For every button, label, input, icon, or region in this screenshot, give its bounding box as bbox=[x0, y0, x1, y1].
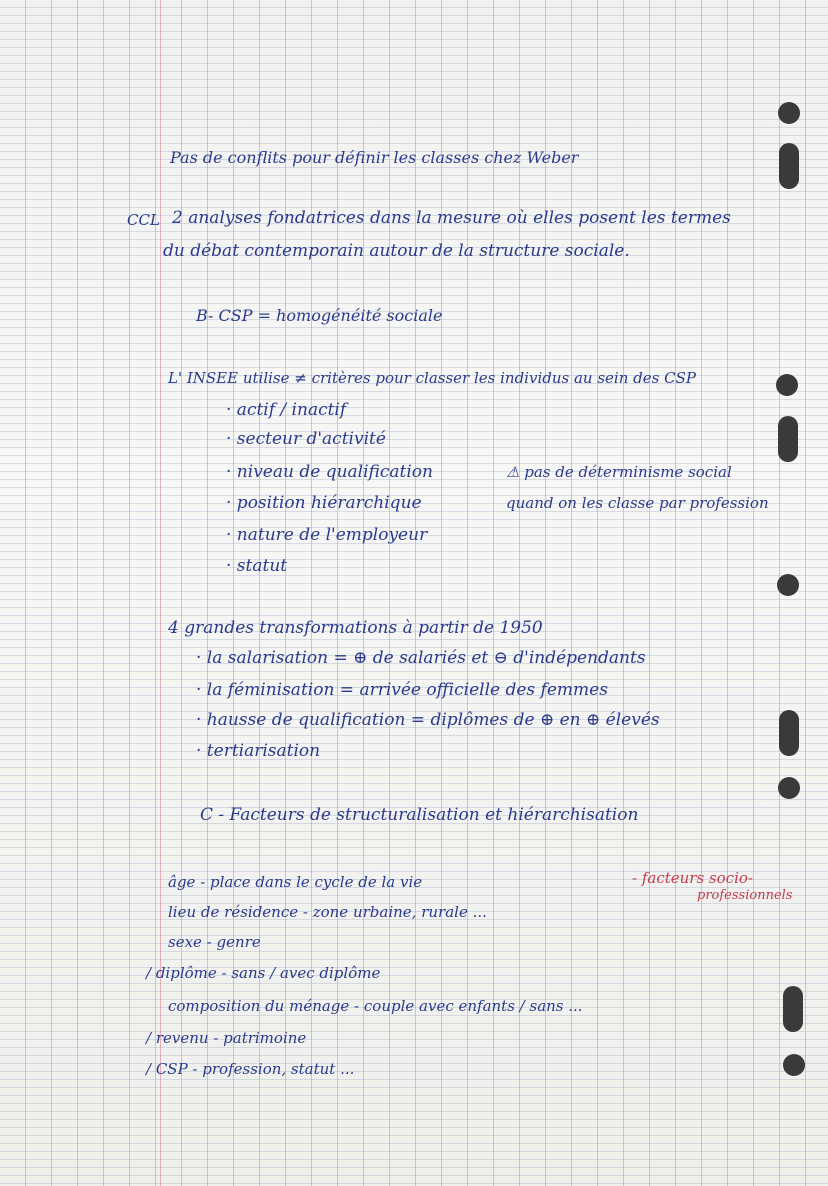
factor-item: sexe - genre bbox=[168, 933, 261, 951]
factor-item: âge - place dans le cycle de la vie bbox=[168, 873, 423, 891]
conclusion-line-1: 2 analyses fondatrices dans la mesure où elles posent les termes bbox=[172, 208, 731, 228]
binder-slot bbox=[778, 416, 798, 462]
binder-slot bbox=[779, 710, 799, 756]
binder-hole bbox=[778, 102, 800, 124]
warning-note-1: ⚠ pas de déterminisme social bbox=[506, 463, 732, 481]
transformations-heading: 4 grandes transformations à partir de 1950 bbox=[168, 618, 543, 638]
insee-line: L' INSEE utilise ≠ critères pour classer les individus au sein des CSP bbox=[168, 369, 696, 387]
binder-hole bbox=[778, 777, 800, 799]
section-b-heading: B- CSP = homogénéité sociale bbox=[196, 306, 443, 325]
factor-item: composition du ménage - couple avec enfants / sans ... bbox=[168, 997, 583, 1015]
side-note-1: - facteurs socio- bbox=[632, 869, 753, 887]
criteria-item: · secteur d'activité bbox=[226, 429, 386, 449]
factor-item: / CSP - profession, statut ... bbox=[146, 1060, 355, 1078]
transformation-item: · hausse de qualification = diplômes de ⊕ en ⊕ élevés bbox=[196, 710, 660, 730]
factor-item: / diplôme - sans / avec diplôme bbox=[146, 964, 381, 982]
warning-note-2: quand on les classe par profession bbox=[506, 494, 769, 512]
factor-item: lieu de résidence - zone urbaine, rurale ... bbox=[168, 903, 487, 921]
transformation-item: · la salarisation = ⊕ de salariés et ⊖ d'indépendants bbox=[196, 648, 646, 668]
criteria-item: · nature de l'employeur bbox=[226, 525, 428, 545]
criteria-item: · position hiérarchique bbox=[226, 493, 422, 513]
side-note-2: professionnels bbox=[697, 888, 793, 903]
binder-slot bbox=[779, 143, 799, 189]
factor-item: / revenu - patrimoine bbox=[146, 1029, 307, 1047]
weber-line: Pas de conflits pour définir les classes chez Weber bbox=[170, 148, 579, 167]
section-c-heading: C - Facteurs de structuralisation et hiérarchisation bbox=[200, 805, 639, 825]
binder-hole bbox=[776, 374, 798, 396]
binder-hole bbox=[783, 1054, 805, 1076]
transformation-item: · tertiarisation bbox=[196, 741, 321, 761]
criteria-item: · niveau de qualification bbox=[226, 462, 433, 482]
binder-slot bbox=[783, 986, 803, 1032]
transformation-item: · la féminisation = arrivée officielle des femmes bbox=[196, 680, 608, 700]
criteria-item: · statut bbox=[226, 556, 288, 576]
criteria-item: · actif / inactif bbox=[226, 400, 347, 420]
binder-hole bbox=[777, 574, 799, 596]
ccl-label: CCL bbox=[127, 211, 160, 229]
conclusion-line-2: du débat contemporain autour de la structure sociale. bbox=[163, 241, 630, 261]
